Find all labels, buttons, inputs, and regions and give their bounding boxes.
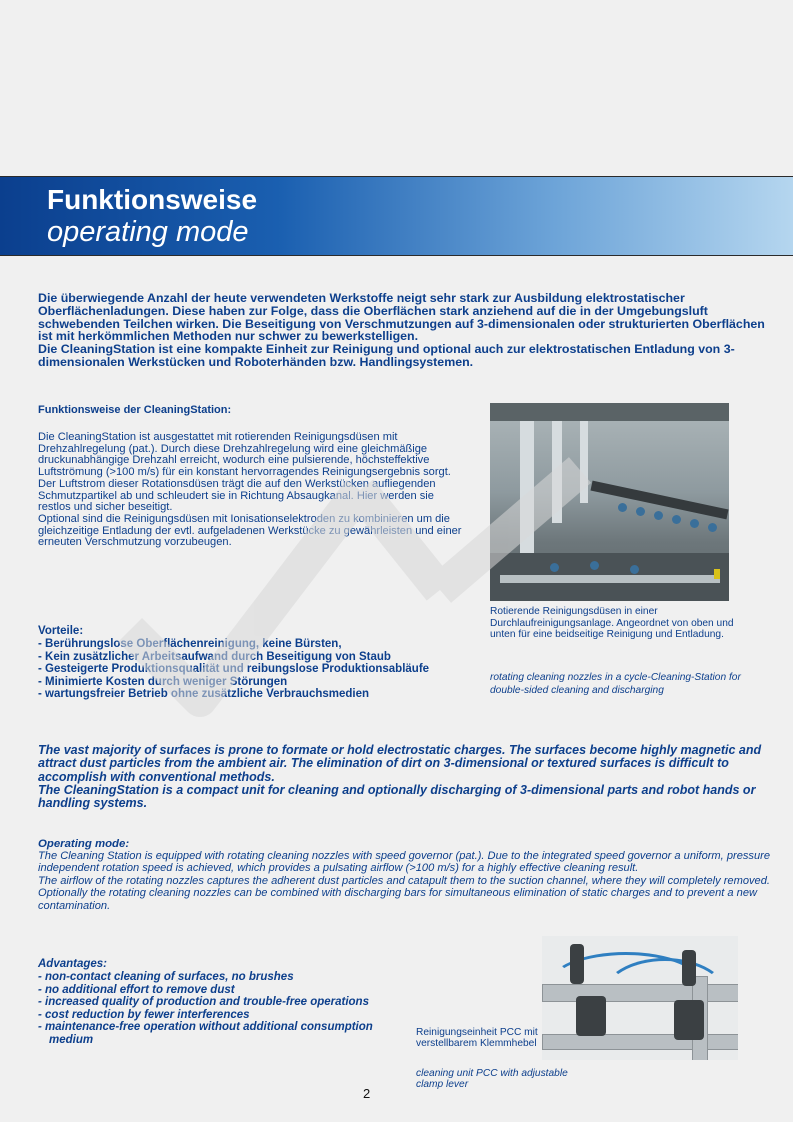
advantages-list-en [38, 971, 418, 1046]
figure1-caption-en: rotating cleaning nozzles in a cycle-Cleaning-Station for double-sided cleaning and discharging [490, 672, 741, 696]
list-item: - Minimierte Kosten durch weniger Störungen [38, 675, 288, 688]
list-item: - maintenance-free operation without additional consumption medium [38, 1021, 373, 1046]
list-item: - no additional effort to remove dust [38, 983, 235, 996]
list-item: - cost reduction by fewer interferences [38, 1008, 250, 1021]
list-item: - Kein zusätzlicher Arbeitsaufwand durch Beseitigung von Staub [38, 650, 391, 663]
list-item: - Gesteigerte Produktionsqualität und reibungslose Produktionsabläufe [38, 663, 430, 676]
section-title: Funktionsweise [47, 184, 258, 215]
list-item: - increased quality of production and trouble-free operations [38, 996, 369, 1008]
list-item: - non-contact cleaning of surfaces, no brushes [38, 971, 294, 983]
advantages-heading-en: Advantages: [38, 958, 108, 970]
operating-body-en: The Cleaning Station is equipped with rotating cleaning nozzles with speed governor (pat.). Due to the integrated speed governor a uniform, pressure independent rotation speed is achieved, which provides a pulsating airflow (>100 m/s) for a highly effective cleaning result. The airflow of the rotating nozzles captures the adherent dust particles and catapult them to the suction channel, where they will completely removed. Optionally the rotating cleaning nozzles can be combined with discharging bars for simultaneous elimination of static charges and to prevent a new contamination. [38, 850, 771, 912]
function-body-de: Die CleaningStation ist ausgestattet mit rotierenden Reinigungsdüsen mit Drehzahlregelung (pat.). Durch diese Drehzahlregelung wird eine gleichmäßige druckunabhängige Drehzahl erreicht, wodurch eine pulsierende, höchsteffektive Luftströmung (>100 m/s) für ein konstant hervorragendes Reinigungsergebnis sorgt. Der Luftstrom dieser Rotationsdüsen trägt die auf den Werkstücken aufliegenden Schmutzpartikel ab und schleudert sie in Richtung Absaugkanal. Hier werden sie restlos und sicher beseitigt. Optional sind die Reinigungsdüsen mit Ionisationselektroden zu kombinieren um die gleichzeitige Entladung der evtl. aufgeladenen Werkstücke zu gewährleisten und einer erneuten Verschmutzung vorzubeugen. [38, 431, 462, 549]
function-heading-de: Funktionsweise der CleaningStation: [38, 404, 232, 416]
page-number: 2 [363, 1086, 371, 1101]
advantages-list-de [38, 638, 478, 701]
section-banner [0, 176, 793, 256]
figure2-caption-de: Reinigungseinheit PCC mit verstellbarem Klemmhebel [416, 1027, 538, 1049]
intro-en: The vast majority of surfaces is prone to formate or hold electrostatic charges. The surfaces become highly magnetic and attract dust particles from the ambient air. The elimination of dirt on 3-dimensional or textured surfaces is difficult to accomplish with conventional methods. The CleaningStation is a compact unit for cleaning and optionally discharging of 3-dimensional parts and robot hands or handling systems. [38, 743, 762, 811]
operating-heading-en: Operating mode: [38, 838, 130, 850]
intro-de: Die überwiegende Anzahl der heute verwendeten Werkstoffe neigt sehr stark zur Ausbildung elektrostatischer Oberflächenladungen. Diese haben zur Folge, dass die Oberflächen stark anziehend auf die in der Umgebungsluft schwebenden Teilchen wirken. Die Beseitigung von Verschmutzungen auf 3-dimensionalen oder strukturierten Oberflächen ist mit herkömmlichen Methoden nur schwer zu bewerkstelligen. Die CleaningStation ist eine kompakte Einheit zur Reinigung und optional auch zur elektrostatischen Entladung von 3-dimensionalen Werkstücken und Roboterhänden bzw. Handlingsystemen. [38, 291, 765, 369]
section-subtitle: operating mode [47, 216, 249, 248]
advantages-heading-de: Vorteile: [38, 625, 84, 637]
list-item: - wartungsfreier Betrieb ohne zusätzliche Verbrauchsmedien [38, 688, 370, 701]
figure1-caption-de: Rotierende Reinigungsdüsen in einer Durchlaufreinigungsanlage. Angeordnet von oben und unten für eine beidseitige Reinigung und Entladung. [490, 606, 734, 640]
cleaning-station-photo [490, 403, 729, 601]
figure2-caption-en: cleaning unit PCC with adjustable clamp lever [416, 1068, 568, 1090]
list-item: - Berührungslose Oberflächenreinigung, keine Bürsten, [38, 638, 342, 650]
